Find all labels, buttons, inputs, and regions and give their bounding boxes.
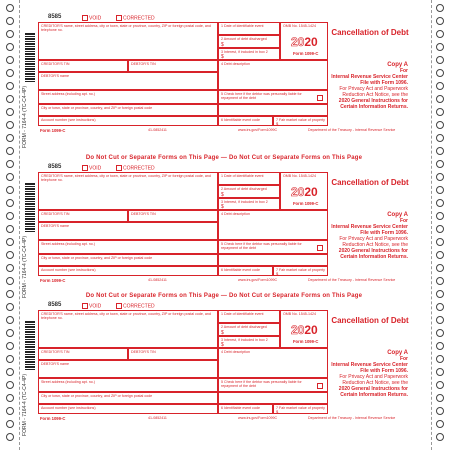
corrected-box[interactable] bbox=[116, 165, 122, 171]
account-number-field[interactable] bbox=[38, 266, 218, 276]
tractor-hole bbox=[6, 407, 14, 415]
box4-label: 4 Debt description bbox=[221, 350, 250, 354]
tractor-hole bbox=[436, 303, 444, 311]
creditor-tin-field[interactable] bbox=[38, 210, 128, 222]
city-field[interactable] bbox=[38, 104, 218, 116]
side-form-label: FORM - 7164-4 (TC-C4-4P) bbox=[22, 236, 28, 298]
box5-liable-field[interactable] bbox=[218, 90, 328, 104]
dollar-sign: $ bbox=[221, 342, 224, 348]
tractor-hole bbox=[6, 69, 14, 77]
copy-for: For bbox=[399, 68, 408, 74]
street-label: Street address (including apt. no.) bbox=[41, 380, 95, 384]
form-1099c bbox=[38, 14, 410, 144]
corrected-label: CORRECTED bbox=[123, 303, 155, 310]
footer-department: Department of the Treasury - Internal Revenue Service bbox=[308, 128, 396, 132]
box7-fmv-field[interactable] bbox=[273, 404, 328, 414]
tractor-hole bbox=[6, 329, 14, 337]
box5-label: 5 Check here if the debtor was personally liable for repayment of the debt bbox=[221, 380, 302, 388]
creditor-tin-field[interactable] bbox=[38, 60, 128, 72]
tractor-hole bbox=[6, 4, 14, 12]
tractor-hole bbox=[436, 56, 444, 64]
box7-label: 7 Fair market value of property bbox=[276, 268, 325, 272]
debtor-tin-label: DEBTOR'S TIN bbox=[131, 350, 156, 354]
tractor-hole bbox=[436, 238, 444, 246]
box1-label: 1 Date of identifiable event bbox=[221, 174, 264, 178]
tractor-hole bbox=[436, 407, 444, 415]
box3-interest-field[interactable] bbox=[218, 336, 280, 348]
tractor-hole bbox=[6, 17, 14, 25]
right-tractor-strip bbox=[430, 0, 450, 450]
right-perforation bbox=[431, 0, 432, 450]
box3-interest-field[interactable] bbox=[218, 48, 280, 60]
street-address-field[interactable] bbox=[38, 378, 218, 392]
creditor-name-label: CREDITOR'S name, street address, city or town, state or province, country, ZIP or foreign postal code, and telephone no. bbox=[41, 24, 211, 32]
city-label: City or town, state or province, country, and ZIP or foreign postal code bbox=[41, 394, 153, 398]
year-prefix: 20 bbox=[291, 35, 305, 49]
copy-irs: Internal Revenue Service Center bbox=[331, 224, 408, 230]
tractor-hole bbox=[6, 303, 14, 311]
box7-fmv-field[interactable] bbox=[273, 116, 328, 126]
account-number-field[interactable] bbox=[38, 404, 218, 414]
tractor-hole bbox=[436, 95, 444, 103]
tractor-hole bbox=[6, 238, 14, 246]
dollar-sign: $ bbox=[221, 204, 224, 210]
box3-label: 3 Interest, if included in box 2 bbox=[221, 200, 268, 204]
tractor-hole bbox=[436, 69, 444, 77]
creditor-name-label: CREDITOR'S name, street address, city or town, state or province, country, ZIP or foreign postal code, and telephone no. bbox=[41, 312, 211, 320]
form-1099c bbox=[38, 302, 410, 432]
void-label: VOID bbox=[89, 15, 102, 22]
box5-liable-field[interactable] bbox=[218, 378, 328, 392]
tractor-hole bbox=[436, 264, 444, 272]
copy-file: File with Form 1096. bbox=[360, 230, 408, 236]
year-prefix: 20 bbox=[291, 185, 305, 199]
corrected-checkbox[interactable] bbox=[116, 303, 155, 309]
tractor-hole bbox=[6, 420, 14, 428]
box6-event-code-field[interactable] bbox=[218, 266, 273, 276]
copy-irs: Internal Revenue Service Center bbox=[331, 362, 408, 368]
tractor-hole bbox=[6, 134, 14, 142]
footer-department: Department of the Treasury - Internal Revenue Service bbox=[308, 416, 396, 420]
box2-label: 2 Amount of debt discharged bbox=[221, 187, 267, 191]
copy-irs: Internal Revenue Service Center bbox=[331, 74, 408, 80]
tractor-hole bbox=[436, 225, 444, 233]
omb-year-box bbox=[280, 172, 328, 210]
debtor-tin-field[interactable] bbox=[128, 60, 218, 72]
corrected-box[interactable] bbox=[116, 303, 122, 309]
creditor-tin-field[interactable] bbox=[38, 348, 128, 360]
box3-label: 3 Interest, if included in box 2 bbox=[221, 338, 268, 342]
box4-debt-description-field[interactable] bbox=[218, 210, 328, 240]
copy-instructions: 2020 General Instructions for Certain Information Returns. bbox=[338, 386, 408, 398]
tractor-hole bbox=[6, 225, 14, 233]
tractor-hole bbox=[436, 121, 444, 129]
box7-fmv-field[interactable] bbox=[273, 266, 328, 276]
copy-notice: For Privacy Act and Paperwork Reduction Act Notice, see the bbox=[339, 236, 408, 248]
footer-catalog: 41-0852411 bbox=[148, 278, 167, 282]
void-checkbox[interactable] bbox=[82, 165, 101, 171]
corrected-label: CORRECTED bbox=[123, 165, 155, 172]
tractor-hole bbox=[436, 212, 444, 220]
account-label: Account number (see instructions) bbox=[41, 268, 96, 272]
copy-instructions: 2020 General Instructions for Certain Information Returns. bbox=[338, 98, 408, 110]
copy-a-block bbox=[330, 350, 408, 398]
box4-debt-description-field[interactable] bbox=[218, 348, 328, 378]
box5-checkbox[interactable] bbox=[317, 383, 323, 389]
creditor-tin-label: CREDITOR'S TIN bbox=[41, 212, 70, 216]
side-form-label: FORM - 7164-4 (TC-C4-4P) bbox=[22, 374, 28, 436]
box7-label: 7 Fair market value of property bbox=[276, 406, 325, 410]
tractor-hole bbox=[6, 381, 14, 389]
form-code: 8585 bbox=[48, 302, 62, 308]
debtor-name-field[interactable] bbox=[38, 222, 218, 240]
box4-debt-description-field[interactable] bbox=[218, 60, 328, 90]
copy-a-heading: Copy A bbox=[387, 350, 408, 356]
tractor-hole bbox=[6, 394, 14, 402]
footer-form-name: Form 1099-C bbox=[40, 128, 66, 133]
box5-label: 5 Check here if the debtor was personally liable for repayment of the debt bbox=[221, 92, 302, 100]
void-box[interactable] bbox=[82, 165, 88, 171]
debtor-name-field[interactable] bbox=[38, 360, 218, 378]
creditor-tin-label: CREDITOR'S TIN bbox=[41, 62, 70, 66]
separation-warning: Do Not Cut or Separate Forms on This Page — Do Not Cut or Separate Forms on This Page bbox=[85, 293, 363, 299]
box2-amount-field[interactable] bbox=[218, 35, 280, 48]
corrected-box[interactable] bbox=[116, 15, 122, 21]
omb-year-box bbox=[280, 310, 328, 348]
street-label: Street address (including apt. no.) bbox=[41, 242, 95, 246]
copy-notice: For Privacy Act and Paperwork Reduction Act Notice, see the bbox=[339, 374, 408, 386]
dollar-sign: $ bbox=[276, 271, 279, 276]
street-label: Street address (including apt. no.) bbox=[41, 92, 95, 96]
city-label: City or town, state or province, country, and ZIP or foreign postal code bbox=[41, 256, 153, 260]
dollar-sign: $ bbox=[221, 330, 224, 336]
barcode bbox=[25, 182, 35, 232]
omb-year-box bbox=[280, 22, 328, 60]
void-box[interactable] bbox=[82, 15, 88, 21]
tractor-hole bbox=[436, 329, 444, 337]
blank-field bbox=[218, 254, 328, 266]
void-checkbox[interactable] bbox=[82, 15, 101, 21]
debtor-tin-field[interactable] bbox=[128, 210, 218, 222]
form-name: Form 1099-C bbox=[293, 201, 319, 206]
tractor-hole bbox=[436, 43, 444, 51]
tractor-hole bbox=[6, 290, 14, 298]
box5-checkbox[interactable] bbox=[317, 95, 323, 101]
tractor-hole bbox=[436, 420, 444, 428]
corrected-label: CORRECTED bbox=[123, 15, 155, 22]
form-name: Form 1099-C bbox=[293, 339, 319, 344]
barcode bbox=[25, 320, 35, 370]
tractor-hole bbox=[6, 82, 14, 90]
omb-number: OMB No. 1545-1424 bbox=[283, 24, 316, 28]
box2-amount-field[interactable] bbox=[218, 323, 280, 336]
city-label: City or town, state or province, country, and ZIP or foreign postal code bbox=[41, 106, 153, 110]
void-label: VOID bbox=[89, 165, 102, 172]
tax-year bbox=[291, 323, 318, 337]
box6-label: 6 Identifiable event code bbox=[221, 268, 260, 272]
tractor-hole bbox=[436, 368, 444, 376]
copy-a-block bbox=[330, 212, 408, 260]
box5-checkbox[interactable] bbox=[317, 245, 323, 251]
form-name: Form 1099-C bbox=[293, 51, 319, 56]
corrected-checkbox[interactable] bbox=[116, 165, 155, 171]
debtor-tin-field[interactable] bbox=[128, 348, 218, 360]
form-title: Cancellation of Debt bbox=[331, 178, 409, 187]
year-prefix: 20 bbox=[291, 323, 305, 337]
copy-notice: For Privacy Act and Paperwork Reduction Act Notice, see the bbox=[339, 86, 408, 98]
form-1099c bbox=[38, 164, 410, 294]
dollar-sign: $ bbox=[276, 121, 279, 126]
box3-label: 3 Interest, if included in box 2 bbox=[221, 50, 268, 54]
debtor-tin-label: DEBTOR'S TIN bbox=[131, 212, 156, 216]
box4-label: 4 Debt description bbox=[221, 212, 250, 216]
tractor-hole bbox=[436, 394, 444, 402]
debtor-name-label: DEBTOR'S name bbox=[41, 362, 69, 366]
debtor-tin-label: DEBTOR'S TIN bbox=[131, 62, 156, 66]
tractor-hole bbox=[436, 17, 444, 25]
barcode bbox=[25, 32, 35, 82]
tractor-hole bbox=[436, 381, 444, 389]
box6-label: 6 Identifiable event code bbox=[221, 406, 260, 410]
tractor-hole bbox=[436, 4, 444, 12]
tractor-hole bbox=[436, 277, 444, 285]
tractor-hole bbox=[6, 108, 14, 116]
copy-a-block bbox=[330, 62, 408, 110]
tractor-hole bbox=[436, 82, 444, 90]
account-label: Account number (see instructions) bbox=[41, 406, 96, 410]
tractor-hole bbox=[6, 355, 14, 363]
tractor-hole bbox=[6, 342, 14, 350]
creditor-name-box[interactable] bbox=[38, 172, 218, 210]
debtor-name-label: DEBTOR'S name bbox=[41, 74, 69, 78]
copy-for: For bbox=[399, 218, 408, 224]
city-field[interactable] bbox=[38, 254, 218, 266]
year-suffix: 20 bbox=[304, 35, 318, 49]
box2-label: 2 Amount of debt discharged bbox=[221, 37, 267, 41]
tractor-hole bbox=[6, 95, 14, 103]
tractor-hole bbox=[436, 147, 444, 155]
tractor-hole bbox=[436, 173, 444, 181]
tractor-hole bbox=[436, 290, 444, 298]
footer-form-name: Form 1099-C bbox=[40, 416, 66, 421]
dollar-sign: $ bbox=[276, 409, 279, 414]
void-box[interactable] bbox=[82, 303, 88, 309]
tractor-hole bbox=[6, 251, 14, 259]
left-perforation bbox=[19, 0, 20, 450]
box7-label: 7 Fair market value of property bbox=[276, 118, 325, 122]
tractor-hole bbox=[436, 433, 444, 441]
copy-a-heading: Copy A bbox=[387, 212, 408, 218]
tractor-hole bbox=[6, 433, 14, 441]
creditor-name-box[interactable] bbox=[38, 310, 218, 348]
tractor-hole bbox=[6, 121, 14, 129]
box2-label: 2 Amount of debt discharged bbox=[221, 325, 267, 329]
tractor-hole bbox=[6, 147, 14, 155]
tractor-hole bbox=[6, 43, 14, 51]
street-address-field[interactable] bbox=[38, 90, 218, 104]
tax-year bbox=[291, 35, 318, 49]
dollar-sign: $ bbox=[221, 192, 224, 198]
void-checkbox[interactable] bbox=[82, 303, 101, 309]
footer-department: Department of the Treasury - Internal Revenue Service bbox=[308, 278, 396, 282]
tractor-hole bbox=[6, 368, 14, 376]
copy-file: File with Form 1096. bbox=[360, 368, 408, 374]
tractor-hole bbox=[436, 30, 444, 38]
box3-interest-field[interactable] bbox=[218, 198, 280, 210]
omb-number: OMB No. 1545-1424 bbox=[283, 312, 316, 316]
tractor-hole bbox=[436, 342, 444, 350]
tractor-hole bbox=[6, 199, 14, 207]
box2-amount-field[interactable] bbox=[218, 185, 280, 198]
tractor-hole bbox=[6, 56, 14, 64]
copy-instructions: 2020 General Instructions for Certain Information Returns. bbox=[338, 248, 408, 260]
tractor-hole bbox=[6, 173, 14, 181]
tractor-hole bbox=[6, 277, 14, 285]
year-suffix: 20 bbox=[304, 323, 318, 337]
box6-event-code-field[interactable] bbox=[218, 404, 273, 414]
box4-label: 4 Debt description bbox=[221, 62, 250, 66]
tractor-hole bbox=[436, 316, 444, 324]
tractor-hole bbox=[436, 108, 444, 116]
street-address-field[interactable] bbox=[38, 240, 218, 254]
copy-file: File with Form 1096. bbox=[360, 80, 408, 86]
tractor-hole bbox=[436, 134, 444, 142]
creditor-name-box[interactable] bbox=[38, 22, 218, 60]
account-label: Account number (see instructions) bbox=[41, 118, 96, 122]
footer-catalog: 41-0852411 bbox=[148, 416, 167, 420]
left-tractor-strip bbox=[0, 0, 20, 450]
dollar-sign: $ bbox=[221, 54, 224, 60]
blank-field bbox=[218, 392, 328, 404]
side-form-label: FORM - 7164-4 (TC-C4-4P) bbox=[22, 86, 28, 148]
void-label: VOID bbox=[89, 303, 102, 310]
box5-label: 5 Check here if the debtor was personally liable for repayment of the debt bbox=[221, 242, 302, 250]
separation-warning: Do Not Cut or Separate Forms on This Page — Do Not Cut or Separate Forms on This Page bbox=[85, 155, 363, 161]
city-field[interactable] bbox=[38, 392, 218, 404]
box1-label: 1 Date of identifiable event bbox=[221, 312, 264, 316]
account-number-field[interactable] bbox=[38, 116, 218, 126]
omb-number: OMB No. 1545-1424 bbox=[283, 174, 316, 178]
box6-label: 6 Identifiable event code bbox=[221, 118, 260, 122]
tractor-hole bbox=[436, 186, 444, 194]
footer-catalog: 41-0852411 bbox=[148, 128, 167, 132]
copy-a-heading: Copy A bbox=[387, 62, 408, 68]
tractor-hole bbox=[6, 264, 14, 272]
dollar-sign: $ bbox=[221, 42, 224, 48]
year-suffix: 20 bbox=[304, 185, 318, 199]
form-title: Cancellation of Debt bbox=[331, 316, 409, 325]
tractor-hole bbox=[6, 316, 14, 324]
form-code: 8585 bbox=[48, 164, 62, 170]
footer-form-name: Form 1099-C bbox=[40, 278, 66, 283]
box1-date-field[interactable] bbox=[218, 172, 280, 185]
debtor-name-label: DEBTOR'S name bbox=[41, 224, 69, 228]
box5-liable-field[interactable] bbox=[218, 240, 328, 254]
tractor-hole bbox=[6, 30, 14, 38]
creditor-name-label: CREDITOR'S name, street address, city or town, state or province, country, ZIP or foreign postal code, and telephone no. bbox=[41, 174, 211, 182]
copy-for: For bbox=[399, 356, 408, 362]
tax-year bbox=[291, 185, 318, 199]
footer-url: www.irs.gov/Form1099C bbox=[238, 128, 278, 132]
box1-date-field[interactable] bbox=[218, 22, 280, 35]
form-code: 8585 bbox=[48, 14, 62, 20]
corrected-checkbox[interactable] bbox=[116, 15, 155, 21]
tractor-hole bbox=[6, 186, 14, 194]
creditor-tin-label: CREDITOR'S TIN bbox=[41, 350, 70, 354]
tractor-hole bbox=[6, 160, 14, 168]
box6-event-code-field[interactable] bbox=[218, 116, 273, 126]
tractor-hole bbox=[436, 251, 444, 259]
form-title: Cancellation of Debt bbox=[331, 28, 409, 37]
box1-label: 1 Date of identifiable event bbox=[221, 24, 264, 28]
tractor-hole bbox=[436, 355, 444, 363]
tractor-hole bbox=[436, 160, 444, 168]
footer-url: www.irs.gov/Form1099C bbox=[238, 416, 278, 420]
tractor-hole bbox=[6, 212, 14, 220]
blank-field bbox=[218, 104, 328, 116]
debtor-name-field[interactable] bbox=[38, 72, 218, 90]
box1-date-field[interactable] bbox=[218, 310, 280, 323]
footer-url: www.irs.gov/Form1099C bbox=[238, 278, 278, 282]
tractor-hole bbox=[436, 199, 444, 207]
